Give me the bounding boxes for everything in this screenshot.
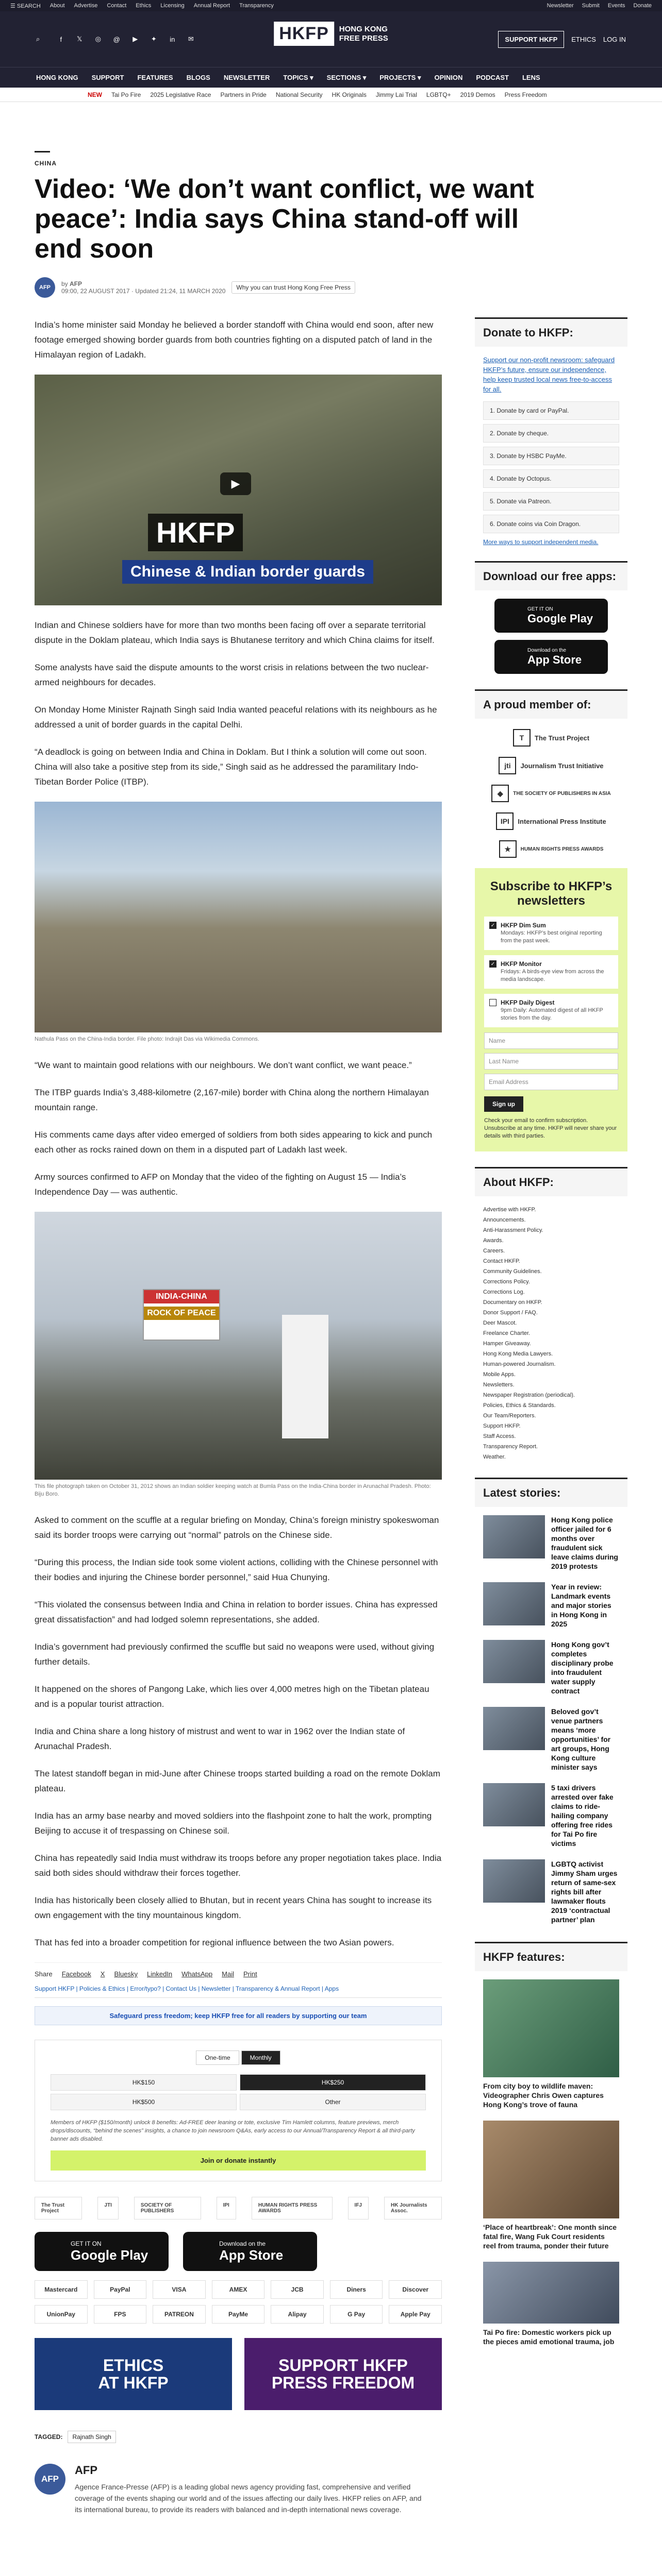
article-columns [35,317,627,2515]
video-player[interactable] [35,375,442,605]
donate-text-link[interactable]: Support our non-profit newsroom: safeguard HKFP’s future, ensure our independence, help keep trusted local news free-to-access for all. [483,356,615,393]
threads-icon[interactable]: @ [113,35,120,43]
about-link[interactable]: Weather. [483,1454,506,1460]
jti-icon: jti [499,757,516,774]
feature-story[interactable] [475,2121,627,2250]
donate-heading: Donate to HKFP: [475,317,627,347]
logo-mark: HKFP [274,22,334,46]
latest-story[interactable] [475,1859,627,1924]
about-link[interactable]: Newspaper Registration (periodical). [483,1392,575,1398]
amount-option[interactable]: HK$250 [240,2074,426,2091]
feature-title[interactable]: Tai Po fire: Domestic workers pick up the pieces amid emotional trauma, job [483,2328,615,2346]
topbar-link-about[interactable]: About [49,3,65,9]
member-logo[interactable] [475,757,627,774]
story-thumbnail[interactable] [483,1515,545,1558]
paragraph: India’s government had previously confirmed the scuffle but said no weapons were used, without giving further details. [35,1642,435,1667]
share-print[interactable]: Print [243,1970,257,1978]
checkbox-icon[interactable] [489,999,496,1006]
ipi-icon: IPI [496,812,514,830]
author-box-text [75,2464,425,2515]
author-box-avatar[interactable]: AFP [35,2464,65,2495]
topbar-link-submit[interactable]: Submit [582,3,600,9]
search-label: SEARCH [16,3,41,9]
topbar-link-transparency[interactable]: Transparency [239,3,274,9]
bluesky-icon[interactable]: ✦ [151,35,157,43]
byline-text: by AFP 09:00, 22 AUGUST 2017 · Updated 21:24, 11 MARCH 2020 [61,280,226,295]
trending-link[interactable]: HK Originals [332,91,367,98]
share-label: Share [35,1970,53,1978]
about-link[interactable]: Documentary on HKFP. [483,1299,542,1306]
membership-note: Members of HKFP ($150/month) unlock 8 benefits: Ad-FREE deer leaning or tote, exclusive Tim Hamlett columns, feature previews, merch drops/discounts, “behind the scenes” insights, a chance to join newsroom Q&As, early access to our Annual/Transparency Report & all third-party banner ads disabled. [51,2120,415,2142]
newsletter-heading: Subscribe to HKFP’s newsletters [490,879,613,908]
share-bluesky[interactable]: Bluesky [114,1970,138,1978]
about-link[interactable]: Staff Access. [483,1433,516,1439]
header-search[interactable] [36,35,40,43]
more-ways-link[interactable]: More ways to support independent media. [483,538,599,546]
share-facebook[interactable]: Facebook [61,1970,91,1978]
about-link[interactable]: Advertise with HKFP. [483,1207,536,1213]
option-title: HKFP Monitor [501,960,542,968]
partner-logo[interactable]: JTI [97,2197,118,2219]
author-name[interactable]: AFP [70,280,82,287]
app-store-badge[interactable] [183,2232,317,2271]
features-heading: HKFP features: [475,1942,627,1971]
share-whatsapp[interactable]: WhatsApp [181,1970,213,1978]
tag-link[interactable]: Rajnath Singh [68,2431,115,2443]
payment-logo: PayMe [212,2305,265,2324]
payment-logo: Alipay [271,2305,324,2324]
badge-big-text: App Store [527,653,582,666]
paragraph: Some analysts have said the dispute amounts to the worst crisis in relations between the two nuclear-armed neighbours for decades. [35,663,429,687]
member-logo[interactable] [475,729,627,747]
member-name: THE SOCIETY OF PUBLISHERS IN ASIA [513,790,611,796]
story-title[interactable]: Year in review: Landmark events and major stories in Hong Kong in 2025 [551,1583,611,1628]
member-logo[interactable] [475,840,627,858]
site-logo[interactable] [274,22,388,46]
nav-item-projects[interactable]: PROJECTS ▾ [379,73,421,81]
trending-link[interactable]: Partners in Pride [220,91,267,98]
share-linkedin[interactable]: LinkedIn [147,1970,173,1978]
about-link[interactable]: Transparency Report. [483,1444,538,1450]
feature-thumbnail[interactable] [483,2121,619,2218]
nav-item-topics[interactable]: TOPICS ▾ [283,73,313,81]
member-logo[interactable] [475,812,627,830]
checkbox-checked-icon[interactable]: ✓ [489,922,496,929]
sidebar [475,317,627,2515]
story-thumbnail[interactable] [483,1582,545,1625]
latest-story[interactable] [475,1515,627,1571]
badge-small-text: Download on the [219,2240,266,2247]
payment-logo: PATREON [153,2305,206,2324]
paragraph: “This violated the consensus between India and China in relation to border issues. China has expressed great dissatisfaction” and had lodged solemn representations, she added. [35,1600,438,1624]
article-body [35,317,442,2515]
article-title: Video: ‘We don’t want conflict, we want peace’: India says China stand-off will end soon [35,174,534,264]
border-pillar [282,1315,328,1438]
search-icon: ⌕ [36,35,40,43]
utility-bar [0,0,662,11]
hrpa-icon: ★ [499,840,517,858]
paragraph: Indian and Chinese soldiers have for more than two months been facing off over a separate territorial dispute in the Doklam plateau, which India says is Bhutanese territory and which China claims for itself. [35,620,435,645]
donate-option[interactable]: 4. Donate by Octopus. [483,469,619,488]
nav-item-features[interactable]: FEATURES [137,74,173,81]
support-hkfp-button[interactable]: SUPPORT HKFP [498,31,564,48]
amount-options [51,2074,426,2110]
logo-line-2: FREE PRESS [339,33,388,43]
ethics-banner[interactable]: ETHICS AT HKFP [35,2338,232,2410]
partner-logo[interactable]: HK Journalists Assoc. [384,2197,442,2219]
rock-of-peace-sign [143,1289,220,1341]
paragraph: The latest standoff began in mid-June after Chinese troops started building a road on the remote Doklam plateau. [35,1769,440,1793]
donate-text [475,355,627,394]
story-thumbnail[interactable] [483,1783,545,1826]
author-box [35,2464,442,2515]
story-title[interactable]: LGBTQ activist Jimmy Sham urges return of same-sex rights bill after lawmaker flouts 2019 ‘contractual partner’ plan [551,1860,618,1924]
nav-item-newsletter[interactable]: NEWSLETTER [223,74,270,81]
sign-line-2: ROCK OF PEACE [144,1307,219,1320]
logo-line-1: HONG KONG [339,24,388,33]
site-header [0,11,662,67]
about-link[interactable]: Hamper Giveaway. [483,1341,531,1347]
main-nav [0,67,662,88]
option-desc: Mondays: HKFP’s best original reporting from the past week. [501,930,602,944]
linkedin-icon[interactable]: in [170,35,175,43]
trending-link[interactable]: Jimmy Lai Trial [375,91,417,98]
about-link[interactable]: Our Team/Reporters. [483,1413,536,1419]
trending-bar [0,88,662,102]
feature-story[interactable] [475,2262,627,2346]
paragraph: China has repeatedly said India must withdraw its troops before any proper negotiation takes place. India said both sides should withdraw their forces together. [35,1853,442,1878]
about-link[interactable]: Hong Kong Media Lawyers. [483,1351,553,1357]
story-thumbnail[interactable] [483,1707,545,1750]
sidebar-app-store-badge[interactable] [494,640,608,674]
donate-option[interactable]: 1. Donate by card or PayPal. [483,401,619,420]
google-play-badge[interactable] [35,2232,169,2271]
trending-link[interactable]: Tai Po Fire [111,91,141,98]
topbar-link-licensing[interactable]: Licensing [160,3,185,9]
payment-logo: Apple Pay [389,2305,442,2324]
sign-line-1: INDIA-CHINA [144,1290,219,1303]
video-logo-overlay: HKFP [148,514,243,551]
story-title[interactable]: 5 taxi drivers arrested over fake claims to ride-hailing company offering free rides for Tai Po fire victims [551,1784,614,1848]
payment-methods [35,2280,442,2324]
header-ethics-link[interactable]: ETHICS [571,35,596,43]
play-icon[interactable]: ▶ [220,472,251,495]
nav-item-blogs[interactable]: BLOGS [186,74,210,81]
about-link[interactable]: Deer Mascot. [483,1320,517,1326]
topbar-link-annual-report[interactable]: Annual Report [193,3,230,9]
about-link[interactable]: Contact HKFP. [483,1258,520,1264]
photo-caption: Nathula Pass on the China-India border. File photo: Indrajit Das via Wikimedia Commons. [35,1036,259,1042]
youtube-icon[interactable]: ▶ [133,35,138,43]
story-title[interactable]: Beloved gov’t venue partners means ‘more opportunities’ for art groups, Hong Kong culture minister says [551,1707,611,1771]
donate-option[interactable]: 3. Donate by HSBC PayMe. [483,447,619,465]
video-caption-overlay: Chinese & Indian border guards [122,560,373,584]
share-mail[interactable]: Mail [222,1970,234,1978]
nav-item-lens[interactable]: LENS [522,74,540,81]
paragraph: “We want to maintain good relations with our neighbours. We don’t want conflict, we want peace.” [35,1060,412,1070]
donate-option[interactable]: 6. Donate coins via Coin Dragon. [483,515,619,533]
paragraph: Army sources confirmed to AFP on Monday that the video of the fighting on August 15 — India’s Independence Day — was authentic. [35,1172,406,1197]
member-logo[interactable] [475,785,627,802]
story-thumbnail[interactable] [483,1859,545,1903]
checkbox-checked-icon[interactable]: ✓ [489,960,496,968]
feature-story[interactable] [475,1979,627,2109]
topbar-link-ethics[interactable]: Ethics [136,3,152,9]
trending-link[interactable]: 2019 Demos [460,91,495,98]
payment-logo: Diners [330,2280,383,2299]
topbar-link-contact[interactable]: Contact [107,3,127,9]
partner-logo[interactable]: HUMAN RIGHTS PRESS AWARDS [252,2197,333,2219]
accent-bar [35,151,50,152]
join-donate-button[interactable]: Join or donate instantly [51,2150,426,2171]
content-wrap [35,102,627,2515]
social-links [55,33,196,45]
payment-logo: AMEX [212,2280,265,2299]
frequency-toggle [51,2050,426,2065]
about-link[interactable]: Corrections Policy. [483,1279,530,1285]
newsletter-fineprint: Check your email to confirm subscription. Unsubscribe at any time. HKFP will never share your details with third parties. [484,1117,617,1139]
about-heading: About HKFP: [475,1167,627,1196]
paragraph: It happened on the shores of Pangong Lake, which lies over 4,000 metres high on the Tibetan plateau and is a popular tourist attraction. [35,1684,429,1709]
option-desc: Fridays: A birds-eye view from across the media landscape. [501,969,604,982]
payment-logo: Mastercard [35,2280,88,2299]
paragraph: Asked to comment on the scuffle at a regular briefing on Monday, China’s foreign ministry spokeswoman said its border troops were carrying out “normal” patrols on the Chinese side. [35,1515,439,1540]
promo-banners [35,2338,442,2410]
amount-option[interactable]: HK$500 [51,2094,237,2110]
payment-logo: JCB [271,2280,324,2299]
member-name: International Press Institute [518,817,606,825]
app-store-badges [35,2232,442,2271]
login-link[interactable]: LOG IN [603,35,626,43]
member-name: Journalism Trust Initiative [520,761,604,770]
paragraph: India’s home minister said Monday he believed a border standoff with China would end soon, after new footage emerged showing border guards from both countries fighting on a disputed patch of land in the Himalayan region of Ladakh. [35,320,434,360]
nav-item-podcast[interactable]: PODCAST [476,74,509,81]
new-badge: NEW [88,91,102,98]
about-link[interactable]: Policies, Ethics & Standards. [483,1402,556,1409]
feature-thumbnail[interactable] [483,1979,619,2077]
email-field[interactable]: Email Address [484,1074,618,1090]
partner-logo[interactable]: IFJ [348,2197,369,2219]
about-link[interactable]: Support HKFP. [483,1423,521,1429]
topbar-right [539,3,652,9]
about-link[interactable]: Community Guidelines. [483,1268,542,1275]
about-link[interactable]: Announcements. [483,1217,526,1223]
apps-heading: Download our free apps: [475,561,627,590]
article-header [35,102,627,298]
option-title: HKFP Daily Digest [501,999,555,1006]
partner-logo[interactable]: SOCIETY OF PUBLISHERS [134,2197,201,2219]
badge-big-text: App Store [219,2247,284,2263]
newsletter-option[interactable] [484,917,618,950]
payment-logo: VISA [153,2280,206,2299]
trending-link[interactable]: Press Freedom [504,91,547,98]
photo-caption: This file photograph taken on October 31, 2012 shows an Indian soldier keeping watch at Bumla Pass on the India-China border in Arunachal Pradesh. Photo: Biju Boro. [35,1483,431,1497]
nathula-pass-photo [35,802,442,1032]
header-actions [498,31,626,48]
byline [35,277,627,298]
about-link[interactable]: Awards. [483,1238,504,1244]
name-field[interactable]: Name [484,1032,618,1049]
badge-big-text: Google Play [71,2247,148,2263]
story-title[interactable]: Hong Kong gov’t completes disciplinary probe into fraudulent water supply contract [551,1640,614,1695]
latest-heading: Latest stories: [475,1478,627,1507]
latest-story[interactable] [475,1640,627,1696]
bumla-pass-photo [35,1212,442,1480]
paragraph: India has an army base nearby and moved soldiers into the flashpoint zone to halt the work, prompting Beijing to accuse it of trespassing on Chinese soil. [35,1811,432,1836]
tagged-label: TAGGED: [35,2433,63,2441]
instagram-icon[interactable]: ◎ [95,35,101,43]
about-link[interactable]: Newsletters. [483,1382,515,1388]
support-links[interactable]: Support HKFP | Policies & Ethics | Error/typo? | Contact Us | Newsletter | Transparency & Annual Report | Apps [35,1985,442,1998]
feature-title[interactable]: ‘Place of heartbreak’: One month since fatal fire, Wang Fuk Court residents reel from trauma, ponder their future [483,2223,617,2250]
partner-logo[interactable]: IPI [217,2197,236,2219]
tags [35,2431,442,2443]
member-heading: A proud member of: [475,689,627,719]
amount-option[interactable]: HK$150 [51,2074,237,2091]
about-link[interactable]: Careers. [483,1248,505,1254]
trending-link[interactable]: LGBTQ+ [426,91,451,98]
payment-logo: PayPal [94,2280,147,2299]
nav-item-opinion[interactable]: OPINION [434,74,463,81]
feature-title[interactable]: From city boy to wildlife maven: Videographer Chris Owen captures Hong Kong’s trove of fauna [483,2082,604,2109]
option-desc: 9pm Daily: Automated digest of all HKFP stories from the day. [501,1007,603,1021]
about-link[interactable]: Corrections Log. [483,1289,525,1295]
partner-logo[interactable]: The Trust Project [35,2197,82,2219]
safeguard-banner[interactable]: Safeguard press freedom; keep HKFP free for all readers by supporting our team [35,2006,442,2025]
topbar-link-events[interactable]: Events [607,3,625,9]
article-date: 09:00, 22 AUGUST 2017 · Updated 21:24, 11 MARCH 2020 [61,287,226,295]
about-link[interactable]: Human-powered Journalism. [483,1361,556,1367]
share-x[interactable]: X [100,1970,105,1978]
about-link[interactable]: Donor Support / FAQ. [483,1310,538,1316]
trending-link[interactable]: 2025 Legislative Race [150,91,211,98]
newsletter-option[interactable] [484,955,618,989]
signup-button[interactable]: Sign up [484,1096,523,1112]
about-link[interactable]: Freelance Charter. [483,1330,531,1336]
badge-small-text: Download on the [527,647,567,653]
trust-project-icon: T [513,729,531,747]
badge-small-text: GET IT ON [71,2240,102,2247]
latest-story[interactable] [475,1783,627,1848]
feature-thumbnail[interactable] [483,2262,619,2324]
option-title: HKFP Dim Sum [501,922,546,929]
nav-item-support[interactable]: SUPPORT [91,74,124,81]
about-link[interactable]: Anti-Harassment Policy. [483,1227,543,1233]
nav-item-hong-kong[interactable]: HONG KONG [36,74,78,81]
support-banner[interactable]: SUPPORT HKFP PRESS FREEDOM [244,2338,442,2410]
badge-big-text: Google Play [527,612,593,625]
author-box-bio: Agence France-Presse (AFP) is a leading global news agency providing fast, comprehensive and verified coverage of the events shaping our world and of the issues affecting our daily lives. HKFP relies on AFP, and its international bureau, to provide its readers with balanced and in-depth international news coverage. [75,2483,422,2514]
sidebar-google-play-badge[interactable] [494,599,608,633]
payment-logo: Discover [389,2280,442,2299]
about-link[interactable]: Mobile Apps. [483,1371,516,1378]
partner-logos [35,2197,442,2219]
paragraph: “During this process, the Indian side took some violent actions, colliding with the Chinese personnel with their bodies and injuring the Chinese border personnel,” said Hua Chunying. [35,1557,438,1582]
topbar-link-advertise[interactable]: Advertise [74,3,98,9]
donation-form [35,2040,442,2181]
x-icon[interactable]: 𝕏 [77,35,82,43]
paragraph: India and China share a long history of mistrust and went to war in 1962 over the Indian state of Arunachal Pradesh. [35,1726,405,1751]
member-name: HUMAN RIGHTS PRESS AWARDS [520,846,604,852]
payment-logo: UnionPay [35,2305,88,2324]
story-thumbnail[interactable] [483,1640,545,1683]
newsletter-option[interactable] [484,994,618,1027]
donate-option[interactable]: 5. Donate via Patreon. [483,492,619,511]
paragraph: On Monday Home Minister Rajnath Singh said India wanted peaceful relations with its neighbours as he addressed a unit of border guards in the capital Delhi. [35,705,437,730]
topbar-link-newsletter[interactable]: Newsletter [547,3,574,9]
paragraph: That has fed into a broader competition for regional influence between the two Asian powers. [35,1938,394,1947]
author-avatar[interactable]: AFP [35,277,55,298]
newsletter-signup [475,868,627,1151]
badge-small-text: GET IT ON [527,606,553,612]
donate-option[interactable]: 2. Donate by cheque. [483,424,619,443]
amount-option[interactable]: Other [240,2094,426,2110]
trust-badge[interactable]: Why you can trust Hong Kong Free Press [231,281,355,294]
topbar-link-donate[interactable]: Donate [633,3,652,9]
author-box-name[interactable]: AFP [75,2464,97,2477]
last-name-field[interactable]: Last Name [484,1053,618,1070]
email-icon[interactable]: ✉ [188,35,194,43]
logo-wordmark [339,25,388,43]
member-name: The Trust Project [534,734,590,742]
share-bar [35,1962,442,1978]
article-category[interactable]: CHINA [35,160,57,167]
sopa-icon: ◆ [491,785,509,802]
paragraph: The ITBP guards India’s 3,488-kilometre (2,167-mile) border with China along the northern Himalayan mountain range. [35,1088,429,1112]
payment-logo: FPS [94,2305,147,2324]
nav-item-sections[interactable]: SECTIONS ▾ [326,73,367,81]
search-link[interactable]: ☰ SEARCH [10,3,41,9]
freq-one-time[interactable]: One-time [196,2050,239,2065]
trending-link[interactable]: National Security [275,91,323,98]
freq-monthly[interactable]: Monthly [241,2050,280,2065]
paragraph: India has historically been closely allied to Bhutan, but in recent years China has sought to increase its own engagement with the tiny mountainous kingdom. [35,1895,432,1920]
story-title[interactable]: Hong Kong police officer jailed for 6 months over fraudulent sick leave claims during 2019 protests [551,1516,618,1570]
facebook-icon[interactable]: f [60,35,62,43]
paragraph: His comments came days after video emerged of soldiers from both sides appearing to kick and punch each other as rocks rained down on them in a disputed part of Ladakh last week. [35,1130,433,1155]
paragraph: “A deadlock is going on between India and China in Doklam. But I think a solution will come out soon. China will also take a positive step from its side,” Singh said as he addressed the paramilitary Indo-Tibetan Border Police (ITBP). [35,747,427,787]
latest-story[interactable] [475,1582,627,1629]
about-links [475,1205,627,1462]
payment-logo: G Pay [330,2305,383,2324]
latest-story[interactable] [475,1707,627,1772]
